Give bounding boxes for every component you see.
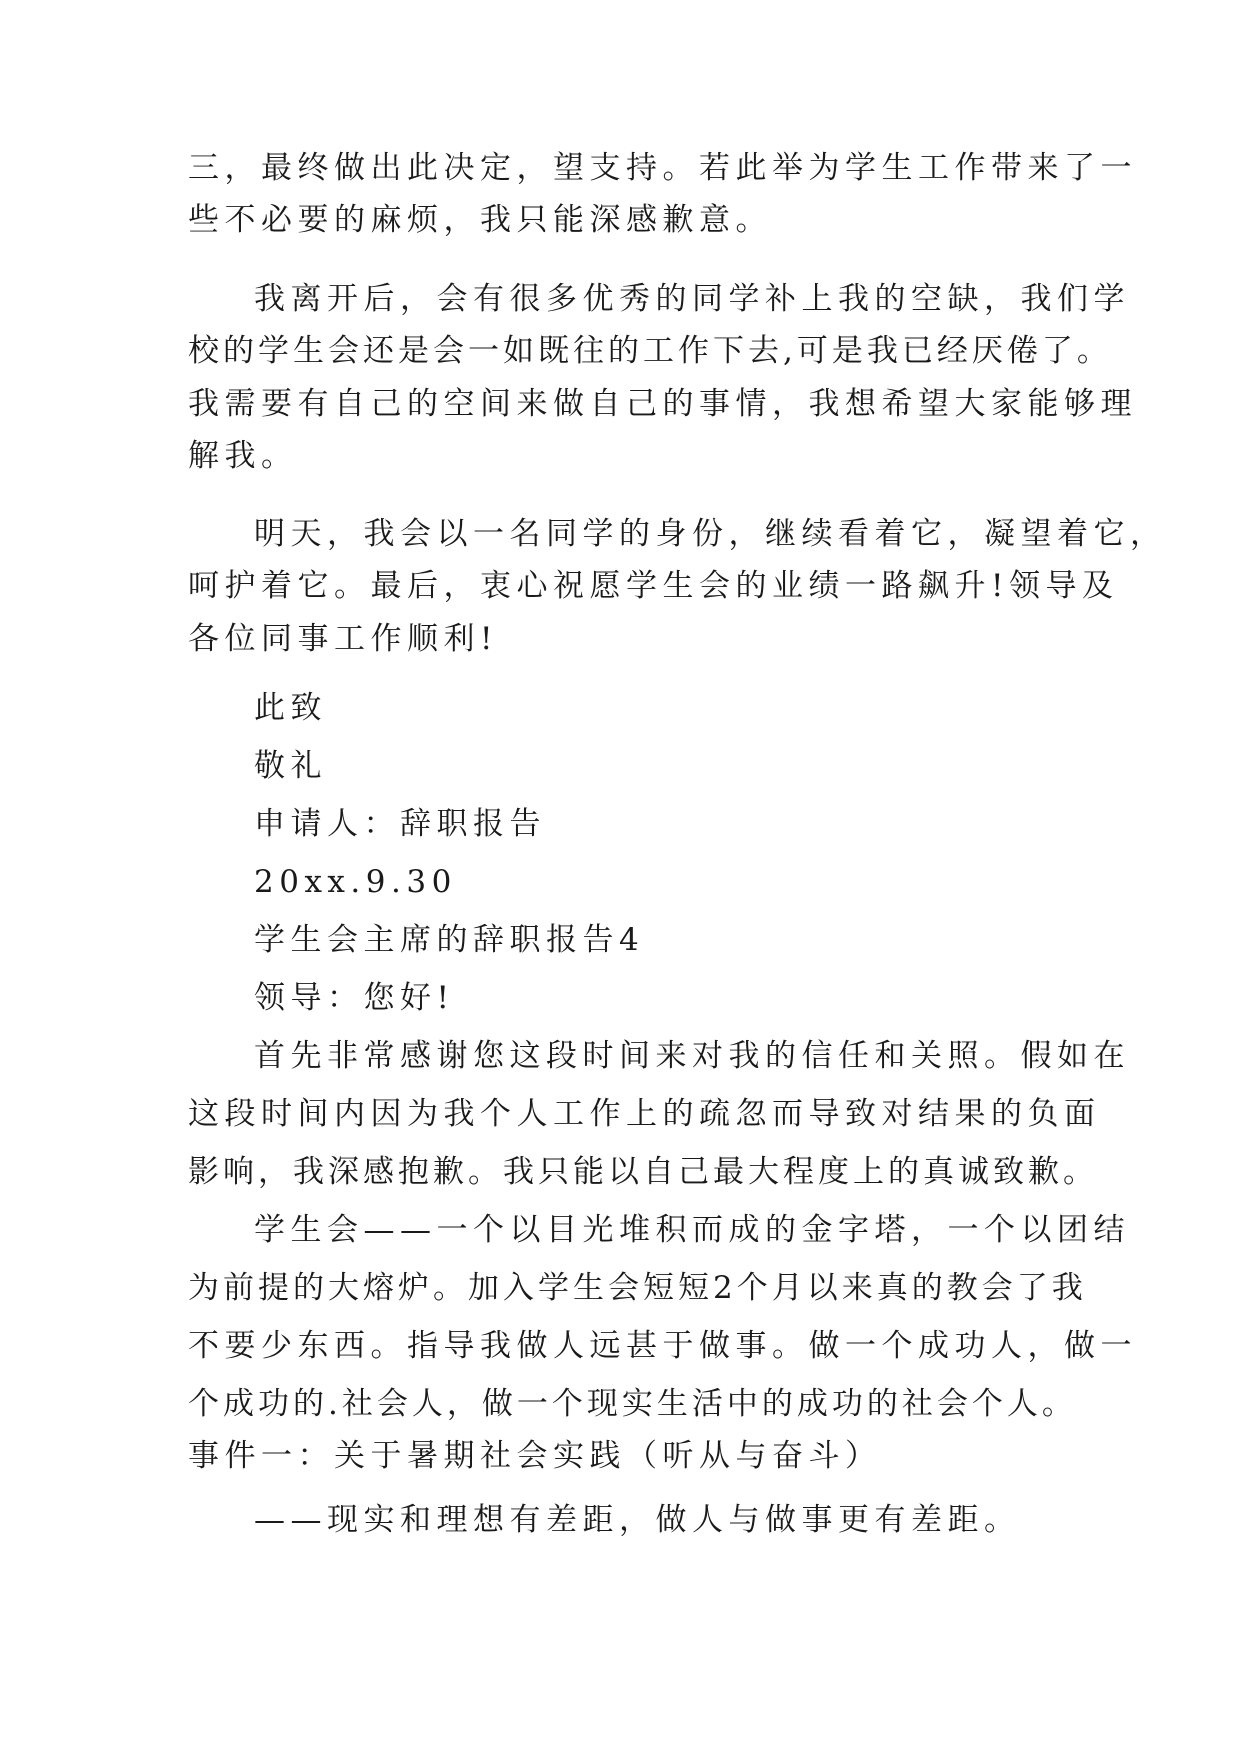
paragraph-line: ——现实和理想有差距，做人与做事更有差距。 (254, 1502, 1021, 1538)
paragraph-line: 为前提的大熔炉。加入学生会短短2个月以来真的教会了我 (188, 1270, 1087, 1306)
paragraph-line: 解我。 (188, 438, 298, 474)
section-title: 学生会主席的辞职报告4 (254, 922, 645, 958)
date-line: 20xx.9.30 (254, 864, 457, 900)
paragraph-line: 明天，我会以一名同学的身份，继续看着它，凝望着它， (254, 516, 1167, 552)
paragraph-line: 不要少东西。指导我做人远甚于做事。做一个成功人，做一 (188, 1328, 1137, 1364)
paragraph-line: 首先非常感谢您这段时间来对我的信任和关照。假如在 (254, 1038, 1130, 1074)
closing-salutation: 此致 (254, 690, 327, 726)
paragraph-line: 这段时间内因为我个人工作上的疏忽而导致对结果的负面 (188, 1096, 1101, 1132)
paragraph-line: 学生会——一个以目光堆积而成的金字塔，一个以团结 (254, 1212, 1130, 1248)
greeting-line: 领导：您好! (254, 980, 455, 1016)
paragraph-line: 校的学生会还是会一如既往的工作下去,可是我已经厌倦了。 (188, 333, 1112, 369)
closing-regards: 敬礼 (254, 748, 327, 784)
applicant-line: 申请人：辞职报告 (254, 806, 546, 842)
paragraph-line: 我离开后，会有很多优秀的同学补上我的空缺，我们学 (254, 281, 1130, 317)
paragraph-line: 我需要有自己的空间来做自己的事情，我想希望大家能够理 (188, 386, 1137, 422)
paragraph-line: 呵护着它。最后，衷心祝愿学生会的业绩一路飙升!领导及 (188, 568, 1119, 604)
paragraph-line: 些不必要的麻烦，我只能深感歉意。 (188, 202, 772, 238)
paragraph-line: 三，最终做出此决定，望支持。若此举为学生工作带来了一 (188, 150, 1137, 186)
paragraph-line: 各位同事工作顺利! (188, 621, 498, 657)
event-heading: 事件一：关于暑期社会实践（听从与奋斗） (188, 1438, 882, 1474)
paragraph-line: 个成功的.社会人，做一个现实生活中的成功的社会个人。 (188, 1386, 1077, 1422)
paragraph-line: 影响，我深感抱歉。我只能以自己最大程度上的真诚致歉。 (188, 1154, 1098, 1190)
